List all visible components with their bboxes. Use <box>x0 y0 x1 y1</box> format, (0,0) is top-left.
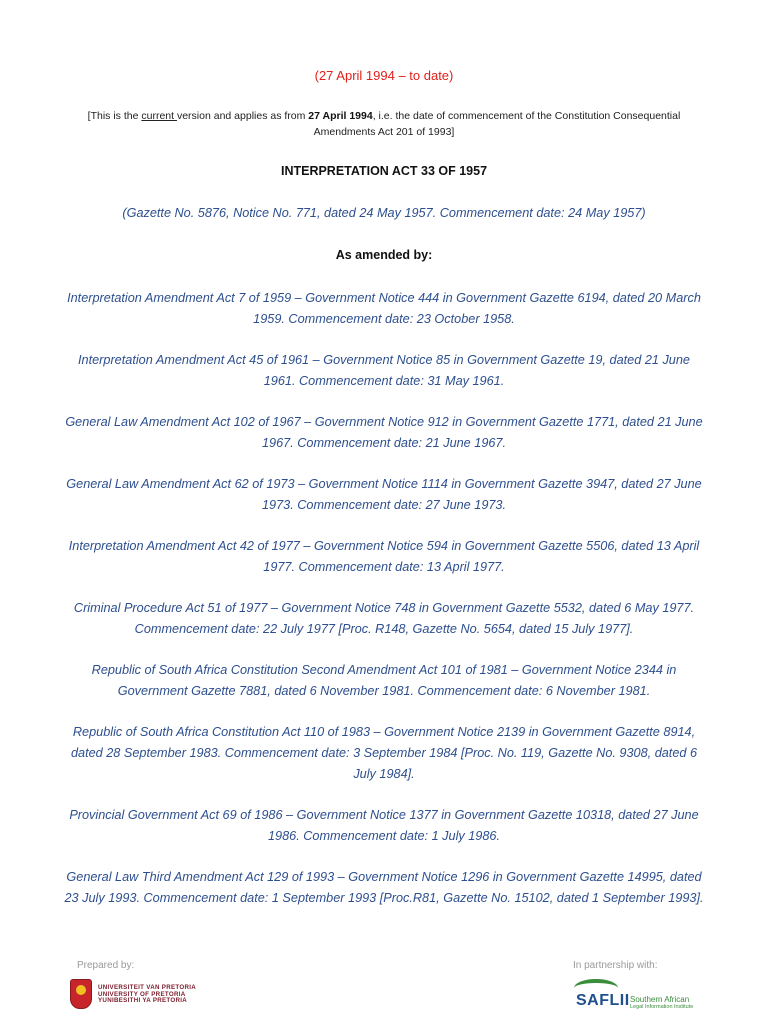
amendment-item: Criminal Procedure Act 51 of 1977 – Government Notice 748 in Government Gazette 5532, dated 6 May 1977. Commencement date: 22 July 1977 [Proc. R148, Gazette No. 5654, dated 15 July 1977]. <box>73 601 695 636</box>
amendment-item: Interpretation Amendment Act 7 of 1959 – Government Notice 444 in Government Gazette 6194, dated 20 March 1959. Commencement date: 23 October 1958. <box>67 291 701 326</box>
version-note-line1: [This is the current version and applies as from 27 April 1994, i.e. the date of commencement of the Constitution Consequential <box>87 110 681 122</box>
version-note-line2: Amendments Act 201 of 1993] <box>313 126 455 138</box>
amendment-item: Interpretation Amendment Act 45 of 1961 – Government Notice 85 in Government Gazette 19, dated 21 June 1961. Commencement date: 31 May 1961. <box>78 353 690 388</box>
gazette-info: (Gazette No. 5876, Notice No. 771, dated 24 May 1957. Commencement date: 24 May 1957) <box>122 206 646 220</box>
version-note <box>0 108 768 140</box>
saflii-subtitle: Southern African <box>630 995 690 1004</box>
amendment-item: Republic of South Africa Constitution Act 110 of 1983 – Government Notice 2139 in Government Gazette 8914, dated 28 September 1983. Commencement date: 3 September 1984 [Proc. No. 119, Gazette No. 9308, dated 6 July 1984]. <box>70 725 698 781</box>
university-of-pretoria-logo <box>70 977 200 1011</box>
partnership-label: In partnership with: <box>573 960 658 971</box>
amendment-item: General Law Amendment Act 102 of 1967 – Government Notice 912 in Government Gazette 1771, dated 21 June 1967. Commencement date: 21 June 1967. <box>65 415 703 450</box>
saflii-subtitle-2: Legal Information Institute <box>630 1004 694 1010</box>
amendment-item: Interpretation Amendment Act 42 of 1977 – Government Notice 594 in Government Gazette 5506, dated 13 April 1977. Commencement date: 13 April 1977. <box>68 539 700 574</box>
saflii-logo <box>572 977 702 1017</box>
crest-icon <box>70 979 92 1009</box>
prepared-by-label: Prepared by: <box>77 960 135 971</box>
amendment-item: General Law Amendment Act 62 of 1973 – Government Notice 1114 in Government Gazette 3947, dated 27 June 1973. Commencement date: 27 June 1973. <box>66 477 702 512</box>
amended-heading: As amended by: <box>335 248 433 262</box>
amendment-item: Republic of South Africa Constitution Second Amendment Act 101 of 1981 – Government Notice 2344 in Government Gazette 7881, dated 6 November 1981. Commencement date: 6 November 1981. <box>91 663 677 698</box>
amendment-list <box>62 288 706 929</box>
current-link[interactable]: current <box>141 110 177 122</box>
university-logo-text: UNIVERSITEIT VAN PRETORIA UNIVERSITY OF PRETORIA YUNIBESITHI YA PRETORIA <box>98 984 197 1005</box>
document-title: INTERPRETATION ACT 33 OF 1957 <box>280 164 488 178</box>
amendment-item: Provincial Government Act 69 of 1986 – Government Notice 1377 in Government Gazette 10318, dated 27 June 1986. Commencement date: 1 July 1986. <box>69 808 699 843</box>
amendment-item: General Law Third Amendment Act 129 of 1993 – Government Notice 1296 in Government Gazette 14995, dated 23 July 1993. Commencement date: 1 September 1993 [Proc.R81, Gazette No. 15102, dated 1 September 1993]. <box>64 870 704 905</box>
saflii-brand: SAFLII <box>576 992 630 1009</box>
date-range: (27 April 1994 – to date) <box>314 68 454 83</box>
